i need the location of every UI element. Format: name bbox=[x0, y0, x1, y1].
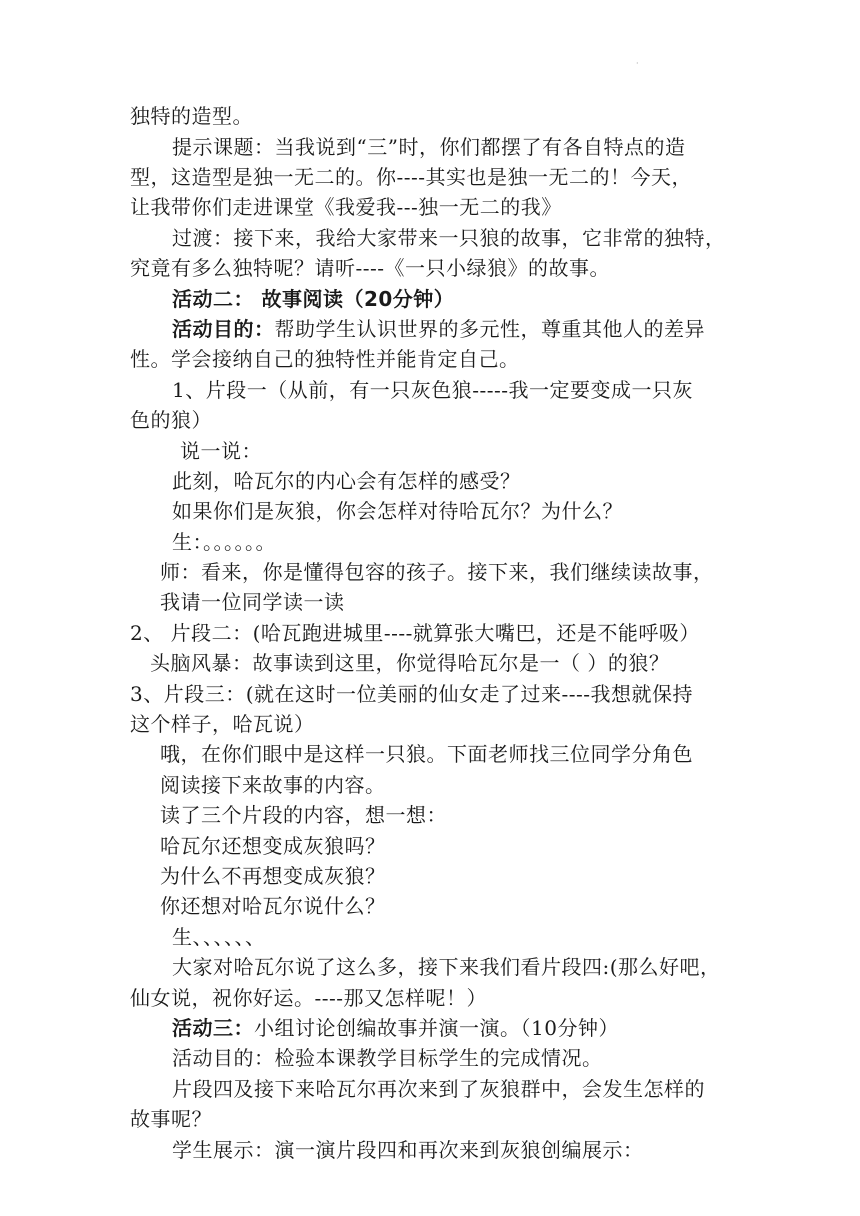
text-line: 头脑风暴：故事读到这里，你觉得哈瓦尔是一（ ）的狼？ bbox=[150, 651, 670, 675]
text-line: 这个样子，哈瓦说） bbox=[130, 712, 315, 736]
bold-label: 活动三： bbox=[172, 1016, 254, 1040]
text-line: 学生展示：演一演片段四和再次来到灰狼创编展示： bbox=[172, 1138, 644, 1162]
text-line: 如果你们是灰狼，你会怎样对待哈瓦尔？为什么？ bbox=[172, 499, 623, 523]
text-line bbox=[172, 1013, 619, 1043]
section-heading: 活动二： 故事阅读（20分钟） bbox=[172, 287, 455, 311]
text-line: 师：看来，你是懂得包容的孩子。接下来，我们继续读故事， bbox=[160, 560, 714, 584]
text-line: 仙女说，祝你好运。----那又怎样呢！） bbox=[130, 986, 488, 1010]
text-line: 3、片段三：(就在这时一位美丽的仙女走了过来----我想就保持 bbox=[130, 682, 694, 706]
text-line: 2、 片段二：(哈瓦跑进城里----就算张大嘴巴，还是不能呼吸） bbox=[130, 621, 700, 645]
text-line: 让我带你们走进课堂《我爱我---独一无二的我》 bbox=[130, 195, 562, 219]
text-line: 过渡：接下来，我给大家带来一只狼的故事，它非常的独特， bbox=[172, 226, 726, 250]
text-line: 哦，在你们眼中是这样一只狼。下面老师找三位同学分角色 bbox=[160, 742, 693, 766]
text-line: 活动目的：检验本课教学目标学生的完成情况。 bbox=[172, 1046, 603, 1070]
text-line: 阅读接下来故事的内容。 bbox=[160, 773, 386, 797]
text-line: 色的狼） bbox=[130, 408, 212, 432]
text-line: 说一说： bbox=[180, 439, 262, 463]
text-line: 我请一位同学读一读 bbox=[160, 590, 345, 614]
text-line: 提示课题：当我说到“三”时，你们都摆了有各自特点的造 bbox=[172, 135, 686, 159]
text-line: 型，这造型是独一无二的。你----其实也是独一无二的！今天， bbox=[130, 165, 693, 189]
text-line: 哈瓦尔还想变成灰狼吗？ bbox=[160, 834, 386, 858]
text-line: 独特的造型。 bbox=[130, 104, 253, 128]
text-line: 故事呢？ bbox=[130, 1107, 212, 1131]
text-line: 读了三个片段的内容，想一想： bbox=[160, 803, 447, 827]
text-line: 大家对哈瓦尔说了这么多，接下来我们看片段四:(那么好吧， bbox=[172, 955, 721, 979]
text-line: 此刻，哈瓦尔的内心会有怎样的感受？ bbox=[172, 469, 521, 493]
text-line: 生：。。。。。。 bbox=[172, 530, 276, 554]
text-line: 为什么不再想变成灰狼？ bbox=[160, 864, 386, 888]
header-dot: · bbox=[636, 59, 639, 68]
text-line: 究竟有多么独特呢？请听----《一只小绿狼》的故事。 bbox=[130, 256, 611, 280]
text-line: 你还想对哈瓦尔说什么？ bbox=[160, 894, 386, 918]
inline-text: 小组讨论创编故事并演一演。（10分钟） bbox=[254, 1016, 619, 1040]
text-line: 生、、、、、、 bbox=[172, 925, 266, 949]
text-line bbox=[172, 314, 705, 344]
text-line: 1、片段一（从前，有一只灰色狼-----我一定要变成一只灰 bbox=[172, 378, 694, 402]
inline-text: 帮助学生认识世界的多元性，尊重其他人的差异 bbox=[274, 317, 705, 341]
text-line: 片段四及接下来哈瓦尔再次来到了灰狼群中，会发生怎样的 bbox=[172, 1077, 705, 1101]
bold-label: 活动目的： bbox=[172, 317, 275, 341]
text-line: 性。学会接纳自己的独特性并能肯定自己。 bbox=[130, 347, 520, 371]
